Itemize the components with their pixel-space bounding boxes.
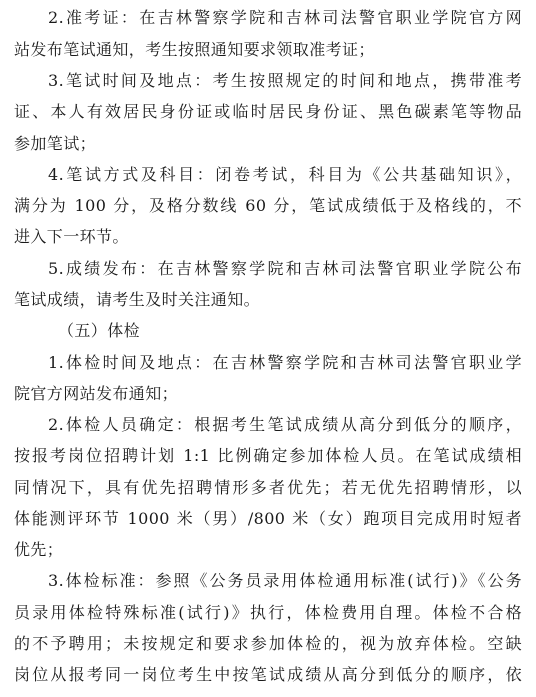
- paragraph-line: 满分为 100 分，及格分数线 60 分，笔试成绩低于及格线的，不: [14, 196, 522, 215]
- paragraph-line: 按报考岗位招聘计划 1:1 比例确定参加体检人员。在笔试成绩相: [14, 446, 522, 465]
- paragraph-line: 笔试成绩，请考生及时关注通知。: [14, 290, 261, 309]
- paragraph-line: 员录用体检特殊标准(试行)》执行，体检费用自理。体检不合格: [14, 603, 522, 622]
- paragraph-line: 院官方网站发布通知；: [14, 384, 179, 403]
- paragraph-line: 证、本人有效居民身份证或临时居民身份证、黑色碳素笔等物品: [14, 102, 522, 121]
- paragraph-line: 岗位从报考同一岗位考生中按笔试成绩从高分到低分的顺序，依: [14, 665, 522, 684]
- paragraph-line: 优先；: [14, 540, 64, 559]
- paragraph-line: 同情况下，具有优先招聘情形多者优先；若无优先招聘情形，以: [14, 478, 522, 497]
- paragraph-line: 体能测评环节 1000 米（男）/800 米（女）跑项目完成用时短者: [14, 509, 522, 528]
- paragraph-line: 4.笔试方式及科目：闭卷考试，科目为《公共基础知识》，: [48, 165, 522, 184]
- section-heading: （五）体检: [58, 321, 141, 340]
- paragraph-line: 进入下一环节。: [14, 227, 129, 246]
- paragraph-line: 2.体检人员确定：根据考生笔试成绩从高分到低分的顺序，: [48, 415, 522, 434]
- paragraph-line: 参加笔试；: [14, 134, 97, 153]
- paragraph-line: 1.体检时间及地点：在吉林警察学院和吉林司法警官职业学: [48, 353, 522, 372]
- paragraph-line: 3.笔试时间及地点：考生按照规定的时间和地点，携带准考: [48, 71, 522, 90]
- paragraph-line: 站发布笔试通知，考生按照通知要求领取准考证；: [14, 40, 375, 59]
- paragraph-line: 2.准考证：在吉林警察学院和吉林司法警官职业学院官方网: [48, 8, 522, 27]
- paragraph-line: 5.成绩发布：在吉林警察学院和吉林司法警官职业学院公布: [48, 259, 522, 278]
- paragraph-line: 3.体检标准：参照《公务员录用体检通用标准(试行)》《公务: [48, 571, 522, 590]
- paragraph-line: 的不予聘用；未按规定和要求参加体检的，视为放弃体检。空缺: [14, 634, 522, 653]
